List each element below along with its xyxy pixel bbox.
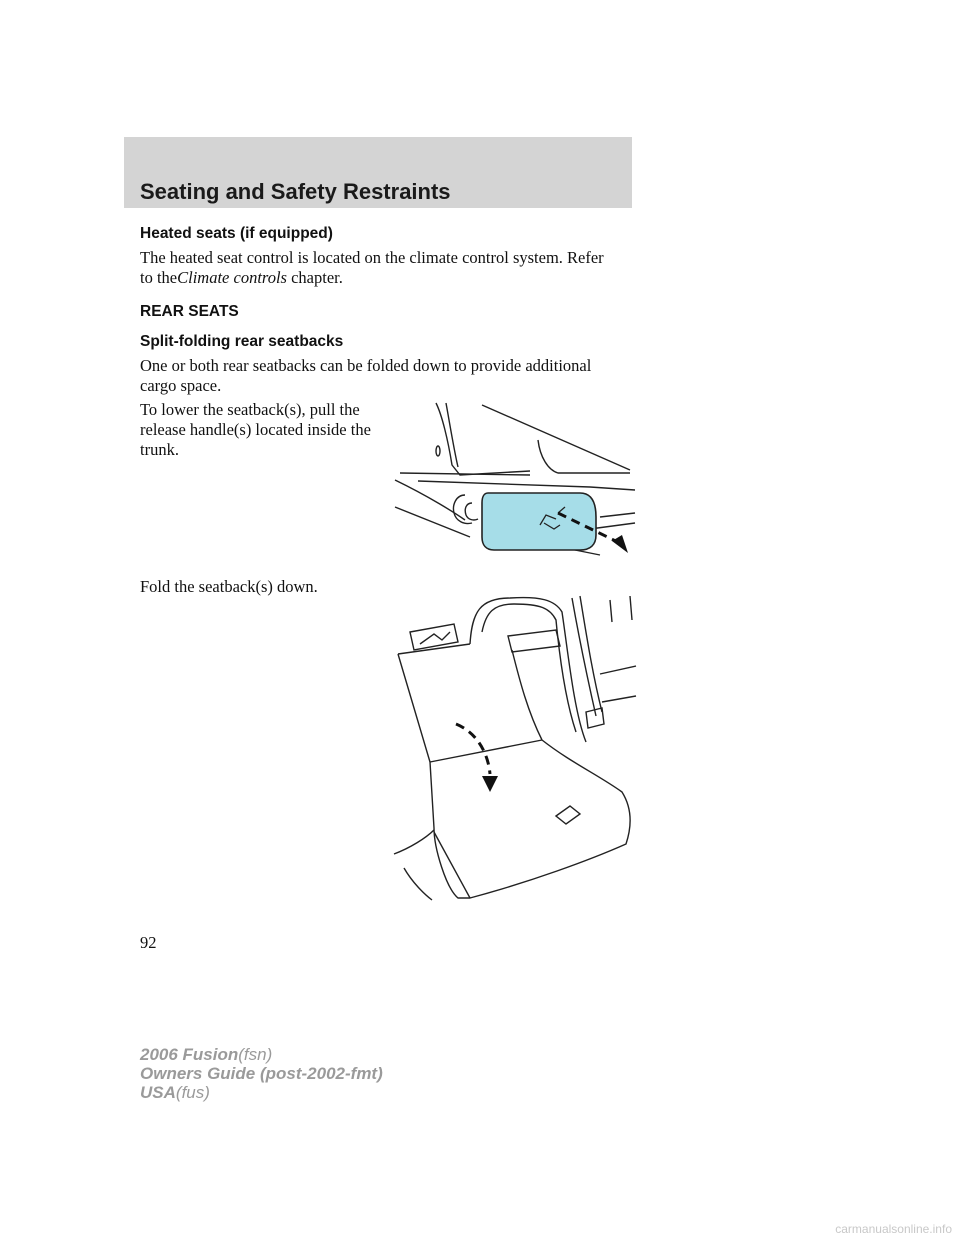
trunk-release-handle-illustration: [390, 395, 640, 565]
arrow-head-icon: [482, 776, 498, 792]
footer-market: USA: [140, 1083, 176, 1102]
seat-release-symbol-icon: [556, 806, 580, 824]
document-footer: [140, 1045, 383, 1102]
heated-seats-line-2: [140, 268, 604, 288]
heated-seats-heading: Heated seats (if equipped): [140, 225, 333, 242]
intro-line-2: cargo space.: [140, 376, 222, 395]
footer-guide: Owners Guide (post-2002-fmt): [140, 1064, 383, 1083]
page-number: 92: [140, 933, 157, 952]
footer-line-2: [140, 1064, 383, 1083]
fold-direction-arrow: [456, 724, 490, 774]
step1-line-1: To lower the seatback(s), pull the: [140, 400, 360, 419]
section-title: Seating and Safety Restraints: [140, 179, 451, 204]
split-folding-intro: [140, 356, 591, 396]
step1-line-3: trunk.: [140, 440, 179, 459]
rear-seats-heading: REAR SEATS: [140, 303, 239, 320]
footer-line-1: [140, 1045, 383, 1064]
split-folding-heading: Split-folding rear seatbacks: [140, 333, 344, 350]
watermark: carmanualsonline.info: [835, 1222, 952, 1236]
step2-line: Fold the seatback(s) down.: [140, 577, 318, 596]
arrow-head-icon: [612, 535, 628, 553]
fold-seatback-illustration: [390, 592, 640, 902]
intro-line-1: One or both rear seatbacks can be folded down to provide additional: [140, 356, 592, 375]
footer-model: 2006 Fusion: [140, 1045, 239, 1064]
footer-market-code: (fus): [175, 1083, 210, 1102]
footer-line-3: [140, 1083, 383, 1102]
line-suffix: chapter.: [291, 268, 343, 287]
heated-seats-line-1: The heated seat control is located on the climate control system. Refer: [140, 248, 604, 267]
heated-seats-paragraph: [140, 248, 604, 288]
line-prefix: to the: [140, 268, 178, 287]
footer-model-code: (fsn): [238, 1045, 273, 1064]
step1-line-2: release handle(s) located inside the: [140, 420, 371, 439]
climate-controls-reference: Climate controls: [177, 268, 287, 287]
lower-seatback-instruction: [140, 400, 371, 460]
fold-seatback-instruction: [140, 577, 318, 597]
